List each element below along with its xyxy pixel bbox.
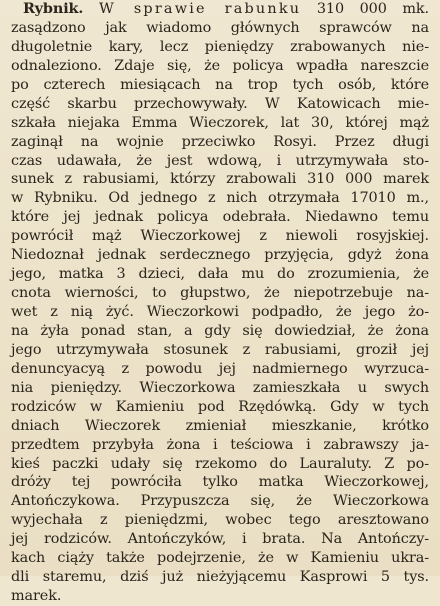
article-line-10: sunek z rabusiami, którzy zrabowali 310 000 marek (11, 171, 429, 188)
article-line-25: kieś paczki udały się rzekomo do Lauraluty. Z po- (11, 455, 429, 472)
article-line-6: część skarbu przechowywały. W Katowicach mie- (11, 95, 429, 112)
article-line-27: Antończykowa. Przypuszcza się, że Wieczorkowa (11, 493, 429, 510)
article-line-20: denuncyacyą z powodu jej nadmiernego wyrzuca- (11, 360, 429, 377)
article-line-11: w Rybniku. Od jednego z nich otrzymała 17010 m., (11, 190, 429, 207)
article-line-5: po czterech miesiącach na trop tych osób, które (11, 76, 429, 93)
article-line-13: powrócił mąż Wieczorkowej z niewoli rosyjskiej. (11, 228, 429, 245)
article-line-32: marek. (11, 588, 62, 605)
article-line-26: dróży tej powróciła tylko matka Wieczorkowej, (11, 474, 429, 491)
article-line-15: jego, matka 3 dzieci, dała mu do zrozumienia, że (11, 266, 429, 283)
article-line-9: czas udawała, że jest wdową, i utrzymywała sto- (11, 152, 429, 169)
article-line-31: dli staremu, dziś już nieżyjącemu Kasprowi 5 tys. (11, 569, 429, 586)
article-line-19: jego utrzymywała stosunek z rabusiami, groził jej (11, 341, 429, 358)
article-line-3: długoletnie kary, lecz pieniędzy zrabowanych nie- (11, 38, 429, 55)
article-line-28: wyjechała z pieniędzmi, wobec tego aresztowano (11, 512, 429, 529)
article-line-12: które jej jednak policya odebrała. Niedawno temu (11, 209, 429, 226)
article-line-4: odnaleziono. Zdaje się, że policya wpadła nareszcie (11, 57, 429, 74)
article-line-14: Niedoznał jednak serdecznego przyjęcia, gdyż żona (11, 247, 429, 264)
article-line-21: nia pieniędzy. Wieczorkowa zamieszkała u swych (11, 379, 429, 396)
article-line-23: dniach Wieczorek zmieniał mieszkanie, krótko (11, 417, 429, 434)
article-line-2: zasądzono jak wiadomo głównych sprawców na (11, 19, 429, 36)
article-line-1 (11, 0, 429, 19)
article-line-7: szkała niejaka Emma Wieczorek, lat 30, której mąż (11, 114, 429, 131)
news-article-rybnik (11, 0, 429, 606)
article-line-8: zaginął na wojnie przeciwko Rosyi. Przez długi (11, 133, 429, 150)
article-line-1-rest: 310 000 mk. (301, 1, 429, 17)
article-line-29: jej rodziców. Antończyków, i brata. Na Antończy- (11, 531, 429, 548)
article-line-17: wet z nią żyć. Wieczorkowi podpadło, że jego żo- (11, 304, 429, 320)
article-line-30: kach ciąży także podejrzenie, że w Kamieniu ukra- (11, 550, 429, 567)
article-lead-spaced: W sprawie rabunku (98, 1, 302, 17)
article-place-name: Rybnik. (23, 0, 84, 17)
article-line-18: na żyła ponad stan, a gdy się dowiedział, że żona (11, 322, 429, 339)
article-line-16: cnota wierności, to głupstwo, że niepotrzebuje na- (11, 285, 429, 302)
article-line-22: rodziców w Kamieniu pod Rzędówką. Gdy w tych (11, 398, 429, 415)
article-line-24: przedtem przybyła żona i teściowa i zabrawszy ja- (11, 436, 429, 453)
